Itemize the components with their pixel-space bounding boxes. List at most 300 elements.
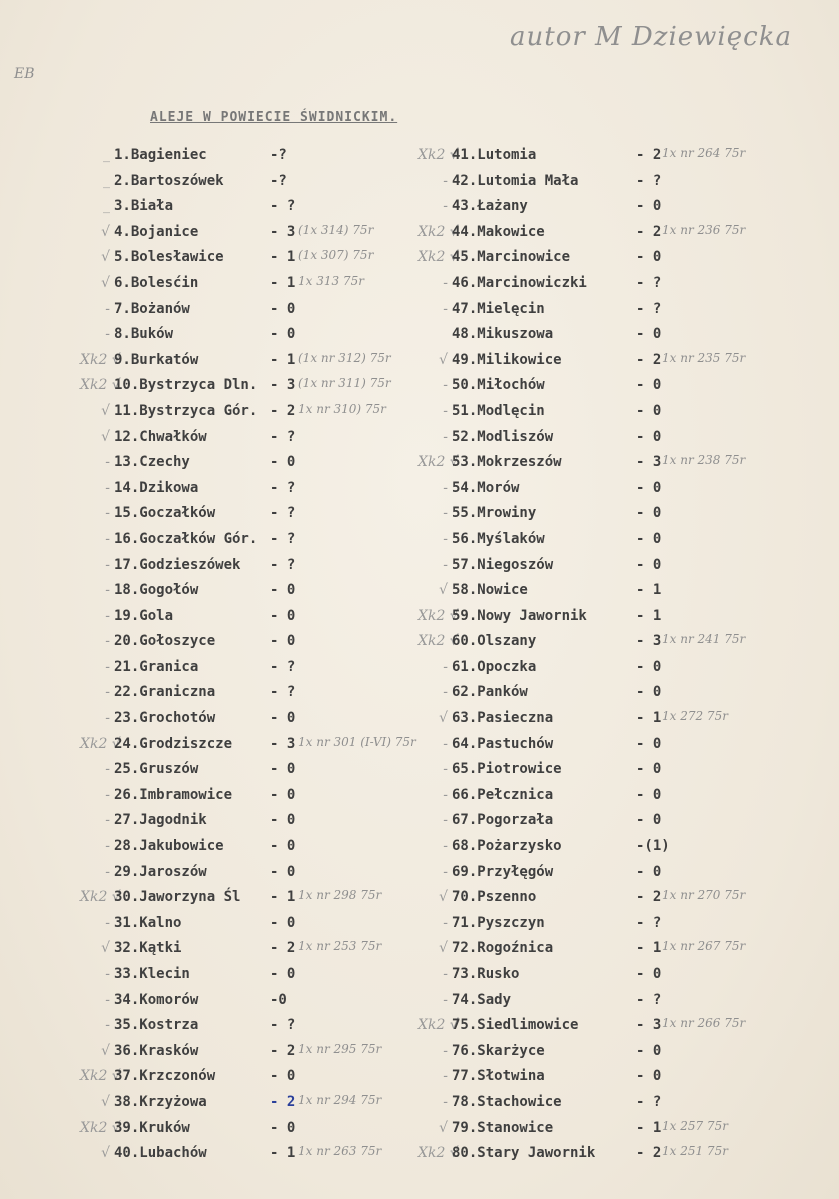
avenue-count: - 0 [636, 402, 662, 419]
village-name: 19.Gola [114, 607, 174, 624]
list-item [418, 399, 828, 425]
author-handwritten-note: autor M Dziewięcka [510, 22, 792, 52]
pencil-note: 1x nr 238 75r [662, 453, 746, 468]
list-item [418, 936, 828, 962]
avenue-count: - 0 [636, 863, 662, 880]
village-name: 77.Słotwina [452, 1068, 545, 1085]
check-mark: Xk2 √ [418, 1145, 459, 1162]
village-name: 63.Pasieczna [452, 710, 554, 727]
village-name: 57.Niegoszów [452, 556, 554, 573]
village-name: 11.Bystrzyca Gór. [114, 402, 258, 419]
avenue-count: - 0 [636, 684, 662, 701]
avenue-count: - 0 [270, 761, 296, 778]
check-mark: - [443, 274, 448, 291]
avenue-count: - 3 [270, 735, 296, 752]
village-name: 59.Nowy Jawornik [452, 607, 587, 624]
village-name: 39.Kruków [114, 1119, 190, 1136]
check-mark: _ [103, 198, 110, 215]
village-name: 49.Milikowice [452, 351, 562, 368]
list-item [418, 476, 828, 502]
list-item [418, 1090, 828, 1116]
avenue-count: - 3 [636, 454, 662, 471]
village-name: 36.Krasków [114, 1042, 199, 1059]
list-item [418, 757, 828, 783]
avenue-count: -(1) [636, 838, 670, 855]
avenue-count: - 0 [636, 786, 662, 803]
avenue-count: - 1 [636, 582, 662, 599]
village-name: 3.Biała [114, 198, 174, 215]
pencil-note: 1x 272 75r [662, 709, 728, 724]
pencil-note: 1x nr 264 75r [662, 146, 746, 160]
check-mark: - [443, 198, 448, 215]
village-name: 1.Bagieniec [114, 147, 207, 163]
check-mark: - [105, 812, 110, 829]
check-mark: - [443, 1042, 448, 1059]
avenue-count: - 0 [270, 1119, 296, 1136]
check-mark: √ [101, 1145, 110, 1162]
avenue-count: - ? [270, 684, 296, 701]
pencil-note: 1x nr 295 75r [298, 1041, 382, 1056]
check-mark: - [443, 914, 448, 931]
avenue-count: - 0 [270, 326, 296, 343]
avenue-count: - 1 [270, 249, 296, 266]
check-mark: - [443, 991, 448, 1008]
avenue-count: - ? [636, 1093, 662, 1110]
list-item [418, 680, 828, 706]
check-mark: Xk2 √ [418, 454, 459, 471]
village-name: 31.Kalno [114, 914, 182, 931]
avenue-count: - 2 [270, 940, 296, 957]
village-name: 43.Łażany [452, 198, 528, 215]
avenue-count: - 0 [270, 1068, 296, 1085]
list-item [418, 1064, 828, 1090]
list-item [418, 1039, 828, 1065]
village-name: 32.Kątki [114, 940, 182, 957]
check-mark: _ [103, 172, 110, 189]
village-name: 18.Gogołów [114, 582, 199, 599]
avenue-count: - 0 [636, 1042, 662, 1059]
village-name: 9.Burkatów [114, 351, 199, 368]
village-name: 35.Kostrza [114, 1017, 199, 1034]
check-mark: √ [101, 274, 110, 291]
village-name: 60.Olszany [452, 633, 537, 650]
check-mark: - [105, 479, 110, 496]
avenue-count: - 3 [636, 633, 662, 650]
pencil-note: 1x nr 263 75r [298, 1144, 382, 1159]
village-name: 44.Makowice [452, 223, 545, 240]
avenue-count: - 0 [270, 966, 296, 982]
pencil-note: 1x nr 236 75r [662, 222, 746, 237]
avenue-count: - 0 [270, 300, 296, 317]
avenue-count: -? [270, 172, 287, 189]
check-mark: Xk2 √ [80, 377, 121, 394]
avenue-count: - ? [636, 274, 662, 291]
village-name: 58.Nowice [452, 582, 528, 599]
village-name: 30.Jaworzyna Śl [114, 889, 241, 906]
list-item [418, 655, 828, 681]
avenue-count: - 0 [636, 556, 662, 573]
check-mark: - [443, 556, 448, 573]
check-mark: Xk2 √ [80, 1068, 121, 1085]
check-mark: Xk2 √ [80, 889, 121, 906]
avenue-count: - 1 [270, 889, 296, 906]
avenue-count: - 0 [636, 530, 662, 547]
list-item [418, 1013, 828, 1039]
check-mark: Xk2 √ [418, 147, 459, 163]
avenue-count: - 2 [270, 1042, 296, 1059]
margin-code: EB [14, 66, 35, 82]
avenue-count: - ? [636, 172, 662, 189]
village-name: 68.Pożarzysko [452, 838, 562, 855]
village-name: 38.Krzyżowa [114, 1093, 207, 1110]
check-mark: - [443, 505, 448, 522]
check-mark: √ [101, 428, 110, 445]
village-name: 56.Myślaków [452, 530, 545, 547]
avenue-count: - 0 [270, 786, 296, 803]
check-mark: - [443, 1093, 448, 1110]
list-item [418, 604, 828, 630]
village-name: 33.Klecin [114, 966, 190, 982]
check-mark: - [443, 684, 448, 701]
village-name: 76.Skarżyce [452, 1042, 545, 1059]
list-item [418, 808, 828, 834]
check-mark: √ [101, 1093, 110, 1110]
check-mark: - [105, 607, 110, 624]
avenue-count: - 2 [636, 223, 662, 240]
avenue-count: - 0 [636, 479, 662, 496]
check-mark: √ [101, 402, 110, 419]
list-item [418, 783, 828, 809]
pencil-note: (1x nr 312) 75r [298, 350, 391, 365]
avenue-count: - ? [270, 556, 296, 573]
avenue-count: - 3 [636, 1017, 662, 1034]
avenue-count: -? [270, 147, 287, 163]
village-name: 69.Przyłęgów [452, 863, 554, 880]
check-mark: Xk2 √ [80, 1119, 121, 1136]
avenue-count: - 0 [636, 198, 662, 215]
check-mark: Xk2 √ [80, 351, 121, 368]
right-column-list [418, 143, 828, 1167]
check-mark: - [105, 556, 110, 573]
list-item [418, 322, 828, 348]
avenue-count: - ? [636, 300, 662, 317]
village-name: 2.Bartoszówek [114, 172, 224, 189]
village-name: 34.Komorów [114, 991, 199, 1008]
check-mark: Xk2 √ [80, 735, 121, 752]
check-mark: - [443, 966, 448, 982]
list-item [418, 501, 828, 527]
avenue-count: - 0 [636, 377, 662, 394]
village-name: 20.Gołoszyce [114, 633, 216, 650]
pencil-note: 1x nr 266 75r [662, 1016, 746, 1031]
village-name: 40.Lubachów [114, 1145, 207, 1162]
pencil-note: 1x nr 294 75r [298, 1092, 382, 1107]
check-mark: √ [101, 1042, 110, 1059]
avenue-count: - 0 [636, 658, 662, 675]
check-mark: √ [439, 582, 448, 599]
village-name: 15.Goczałków [114, 505, 216, 522]
avenue-count: - ? [270, 479, 296, 496]
list-item [418, 194, 828, 220]
check-mark: - [105, 300, 110, 317]
list-item [418, 348, 828, 374]
avenue-count: - 0 [270, 914, 296, 931]
village-name: 26.Imbramowice [114, 786, 233, 803]
check-mark: - [105, 914, 110, 931]
check-mark: Xk2 √ [418, 607, 459, 624]
check-mark: _ [103, 147, 110, 163]
check-mark: - [105, 966, 110, 982]
pencil-note: (1x 307) 75r [298, 248, 374, 263]
avenue-count: - ? [270, 530, 296, 547]
avenue-count: - 1 [636, 607, 662, 624]
village-name: 73.Rusko [452, 966, 520, 982]
check-mark: - [443, 812, 448, 829]
check-mark: - [443, 377, 448, 394]
village-name: 48.Mikuszowa [452, 326, 554, 343]
village-name: 17.Godzieszówek [114, 556, 241, 573]
avenue-count: - 0 [636, 812, 662, 829]
pencil-note: (1x nr 311) 75r [298, 376, 391, 391]
village-name: 7.Bożanów [114, 300, 190, 317]
pencil-note: 1x nr 298 75r [298, 888, 382, 903]
avenue-count: - 2 [636, 1145, 662, 1162]
avenue-count: - 1 [636, 940, 662, 957]
village-name: 8.Buków [114, 326, 174, 343]
check-mark: - [443, 735, 448, 752]
avenue-count: - ? [270, 658, 296, 675]
list-item [418, 169, 828, 195]
check-mark: √ [101, 249, 110, 266]
list-item [418, 911, 828, 937]
avenue-count: - 1 [270, 1145, 296, 1162]
list-item [418, 297, 828, 323]
avenue-count: - 0 [270, 454, 296, 471]
avenue-count: - 2 [270, 402, 296, 419]
village-name: 10.Bystrzyca Dln. [114, 377, 258, 394]
avenue-count: - 0 [636, 505, 662, 522]
village-name: 23.Grochotów [114, 710, 216, 727]
village-name: 27.Jagodnik [114, 812, 207, 829]
list-item [418, 373, 828, 399]
village-name: 75.Siedlimowice [452, 1017, 579, 1034]
village-name: 6.Bolesćin [114, 274, 199, 291]
pencil-note: 1x nr 235 75r [662, 350, 746, 365]
avenue-count: - ? [270, 1017, 296, 1034]
list-item [418, 629, 828, 655]
list-item [418, 425, 828, 451]
avenue-count: - 0 [270, 607, 296, 624]
list-item [418, 1141, 828, 1167]
check-mark: - [105, 582, 110, 599]
avenue-count: - ? [270, 505, 296, 522]
pencil-note: 1x nr 310) 75r [298, 401, 386, 416]
list-item [418, 245, 828, 271]
check-mark: √ [439, 1119, 448, 1136]
list-item [418, 143, 828, 169]
avenue-count: - 2 [636, 889, 662, 906]
check-mark: Xk2 √ [418, 249, 459, 266]
pencil-note: 1x 251 75r [662, 1144, 728, 1159]
check-mark: - [443, 761, 448, 778]
check-mark: Xk2 √ [418, 633, 459, 650]
village-name: 46.Marcinowiczki [452, 274, 587, 291]
pencil-note: 1x nr 270 75r [662, 888, 746, 903]
avenue-count: - 1 [270, 351, 296, 368]
avenue-count: - 0 [270, 863, 296, 880]
avenue-count: - 2 [270, 1093, 296, 1110]
list-item [418, 834, 828, 860]
list-item [418, 732, 828, 758]
check-mark: - [105, 761, 110, 778]
village-name: 62.Panków [452, 684, 528, 701]
village-name: 4.Bojanice [114, 223, 199, 240]
avenue-count: - 0 [636, 326, 662, 343]
pencil-note: 1x nr 253 75r [298, 939, 382, 954]
village-name: 41.Lutomia [452, 147, 537, 163]
check-mark: - [443, 838, 448, 855]
pencil-note: 1x nr 241 75r [662, 632, 746, 647]
pencil-note: 1x 313 75r [298, 273, 364, 288]
check-mark: - [105, 710, 110, 727]
check-mark: - [443, 863, 448, 880]
check-mark: - [443, 786, 448, 803]
check-mark: - [105, 991, 110, 1008]
village-name: 55.Mrowiny [452, 505, 537, 522]
check-mark: - [105, 454, 110, 471]
check-mark: - [105, 530, 110, 547]
check-mark: - [443, 428, 448, 445]
village-name: 45.Marcinowice [452, 249, 571, 266]
check-mark: √ [439, 351, 448, 368]
pencil-note: 1x nr 301 (I-VI) 75r [298, 734, 416, 749]
list-item [418, 706, 828, 732]
list-item [418, 1116, 828, 1142]
avenue-count: - 2 [636, 351, 662, 368]
village-name: 61.Opoczka [452, 658, 537, 675]
check-mark: √ [101, 940, 110, 957]
avenue-count: - 1 [636, 710, 662, 727]
check-mark: - [443, 402, 448, 419]
avenue-count: - ? [636, 914, 662, 931]
list-item [418, 885, 828, 911]
list-item [418, 220, 828, 246]
check-mark: - [443, 479, 448, 496]
check-mark: - [105, 1017, 110, 1034]
check-mark: - [443, 658, 448, 675]
check-mark: - [105, 633, 110, 650]
village-name: 67.Pogorzała [452, 812, 554, 829]
avenue-count: - 0 [636, 761, 662, 778]
document-title: ALEJE W POWIECIE ŚWIDNICKIM. [150, 110, 398, 125]
village-name: 24.Grodziszcze [114, 735, 233, 752]
check-mark: - [105, 326, 110, 343]
avenue-count: -0 [270, 991, 287, 1008]
avenue-count: - 0 [636, 735, 662, 752]
village-name: 50.Miłochów [452, 377, 545, 394]
avenue-count: - 0 [270, 633, 296, 650]
village-name: 65.Piotrowice [452, 761, 562, 778]
village-name: 71.Pyszczyn [452, 914, 545, 931]
check-mark: - [105, 863, 110, 880]
village-name: 66.Pełcznica [452, 786, 554, 803]
avenue-count: - 1 [270, 274, 296, 291]
village-name: 14.Dzikowa [114, 479, 199, 496]
check-mark: - [443, 1068, 448, 1085]
village-name: 29.Jaroszów [114, 863, 207, 880]
village-name: 5.Bolesławice [114, 249, 224, 266]
list-item [418, 988, 828, 1014]
village-name: 51.Modlęcin [452, 402, 545, 419]
village-name: 16.Goczałków Gór. [114, 530, 258, 547]
pencil-note: 1x nr 267 75r [662, 939, 746, 954]
village-name: 78.Stachowice [452, 1093, 562, 1110]
avenue-count: - 0 [270, 838, 296, 855]
check-mark: √ [101, 223, 110, 240]
avenue-count: - 0 [636, 966, 662, 982]
avenue-count: - ? [636, 991, 662, 1008]
pencil-note: (1x 314) 75r [298, 222, 374, 237]
avenue-count: - 0 [636, 428, 662, 445]
village-name: 64.Pastuchów [452, 735, 554, 752]
pencil-note: 1x 257 75r [662, 1118, 728, 1133]
village-name: 80.Stary Jawornik [452, 1145, 596, 1162]
avenue-count: - 3 [270, 377, 296, 394]
village-name: 22.Graniczna [114, 684, 216, 701]
village-name: 13.Czechy [114, 454, 190, 471]
list-item [418, 578, 828, 604]
check-mark: - [443, 300, 448, 317]
village-name: 79.Stanowice [452, 1119, 554, 1136]
avenue-count: - 0 [636, 1068, 662, 1085]
avenue-count: - 0 [270, 710, 296, 727]
village-name: 28.Jakubowice [114, 838, 224, 855]
avenue-count: - 1 [636, 1119, 662, 1136]
avenue-count: - 0 [270, 582, 296, 599]
check-mark: - [105, 684, 110, 701]
check-mark: - [443, 172, 448, 189]
check-mark: √ [439, 710, 448, 727]
village-name: 25.Gruszów [114, 761, 199, 778]
avenue-count: - 0 [270, 812, 296, 829]
village-name: 53.Mokrzeszów [452, 454, 562, 471]
check-mark: - [105, 786, 110, 803]
check-mark: - [105, 658, 110, 675]
check-mark: - [443, 530, 448, 547]
village-name: 21.Granica [114, 658, 199, 675]
list-item [418, 860, 828, 886]
avenue-count: - 0 [636, 249, 662, 266]
list-item [418, 271, 828, 297]
village-name: 52.Modliszów [452, 428, 554, 445]
list-item [418, 527, 828, 553]
check-mark: √ [439, 940, 448, 957]
check-mark: Xk2 √ [418, 1017, 459, 1034]
check-mark: - [105, 505, 110, 522]
check-mark: √ [439, 889, 448, 906]
avenue-count: - ? [270, 428, 296, 445]
list-item [418, 962, 828, 988]
list-item [418, 553, 828, 579]
village-name: 54.Morów [452, 479, 520, 496]
village-name: 37.Krzczonów [114, 1068, 216, 1085]
check-mark: - [105, 838, 110, 855]
village-name: 72.Rogoźnica [452, 940, 554, 957]
list-item [418, 450, 828, 476]
village-name: 47.Mielęcin [452, 300, 545, 317]
village-name: 12.Chwałków [114, 428, 207, 445]
avenue-count: - 3 [270, 223, 296, 240]
